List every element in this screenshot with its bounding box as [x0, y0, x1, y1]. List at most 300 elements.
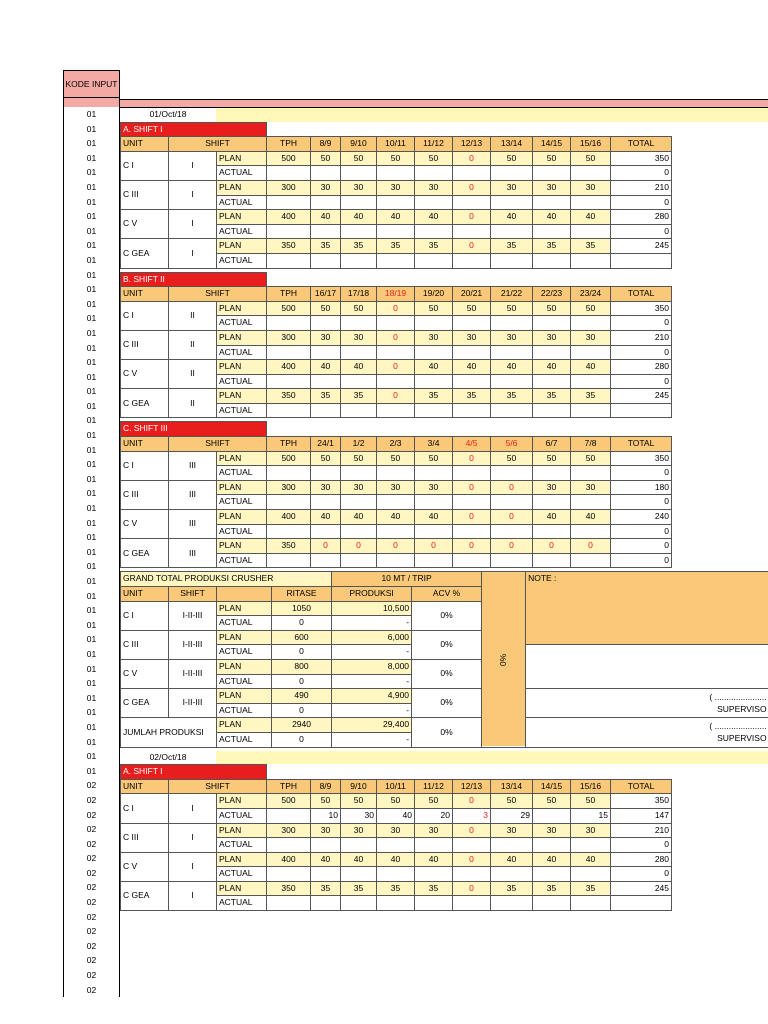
tph-cell[interactable]: 350: [267, 239, 311, 254]
actual-cell[interactable]: [571, 403, 611, 418]
plan-cell[interactable]: 30: [453, 330, 491, 345]
kode-cell[interactable]: 01: [63, 413, 120, 428]
kode-cell[interactable]: 01: [63, 691, 120, 706]
plan-cell[interactable]: 40: [415, 852, 453, 867]
plan-cell[interactable]: 35: [491, 389, 533, 404]
plan-cell[interactable]: 0: [377, 389, 415, 404]
actual-cell[interactable]: [533, 524, 571, 539]
actual-cell[interactable]: [533, 896, 571, 911]
plan-cell[interactable]: 40: [453, 360, 491, 375]
plan-cell[interactable]: 30: [491, 823, 533, 838]
plan-cell[interactable]: 30: [571, 480, 611, 495]
kode-cell[interactable]: 01: [63, 355, 120, 370]
plan-cell[interactable]: 0: [571, 539, 611, 554]
plan-cell[interactable]: 50: [571, 794, 611, 809]
plan-cell[interactable]: 0: [453, 451, 491, 466]
plan-cell[interactable]: 30: [377, 180, 415, 195]
kode-cell[interactable]: 01: [63, 122, 120, 137]
tph-cell[interactable]: 400: [267, 852, 311, 867]
kode-cell[interactable]: 01: [63, 472, 120, 487]
kode-cell[interactable]: 01: [63, 326, 120, 341]
plan-cell[interactable]: 0: [453, 210, 491, 225]
plan-cell[interactable]: 0: [377, 360, 415, 375]
plan-cell[interactable]: 50: [311, 794, 341, 809]
actual-cell[interactable]: [453, 524, 491, 539]
kode-cell[interactable]: 02: [63, 983, 120, 998]
plan-cell[interactable]: 30: [415, 823, 453, 838]
kode-cell[interactable]: 01: [63, 457, 120, 472]
tph-actual[interactable]: [267, 896, 311, 911]
kode-cell[interactable]: 02: [63, 837, 120, 852]
tph-actual[interactable]: [267, 553, 311, 568]
actual-cell[interactable]: [533, 374, 571, 389]
actual-cell[interactable]: [571, 316, 611, 331]
actual-cell[interactable]: [491, 838, 533, 853]
actual-cell[interactable]: [311, 253, 341, 268]
kode-cell[interactable]: 02: [63, 866, 120, 881]
actual-cell[interactable]: [491, 316, 533, 331]
kode-cell[interactable]: 02: [63, 808, 120, 823]
actual-cell[interactable]: [533, 253, 571, 268]
actual-cell[interactable]: [377, 524, 415, 539]
plan-cell[interactable]: 35: [311, 239, 341, 254]
actual-cell[interactable]: [571, 867, 611, 882]
kode-cell[interactable]: 01: [63, 559, 120, 574]
kode-cell[interactable]: 01: [63, 136, 120, 151]
plan-cell[interactable]: 40: [571, 210, 611, 225]
kode-cell[interactable]: 01: [63, 268, 120, 283]
plan-cell[interactable]: 50: [377, 451, 415, 466]
plan-produksi[interactable]: 29,400: [332, 718, 412, 733]
plan-cell[interactable]: 40: [311, 210, 341, 225]
tph-actual[interactable]: [267, 224, 311, 239]
actual-cell[interactable]: [311, 224, 341, 239]
actual-cell[interactable]: [571, 253, 611, 268]
kode-cell[interactable]: 01: [63, 574, 120, 589]
plan-cell[interactable]: 30: [311, 480, 341, 495]
actual-cell[interactable]: 3: [453, 808, 491, 823]
plan-cell[interactable]: 0: [491, 539, 533, 554]
actual-cell[interactable]: [311, 524, 341, 539]
plan-cell[interactable]: 40: [341, 360, 377, 375]
plan-cell[interactable]: 40: [533, 360, 571, 375]
actual-cell[interactable]: 40: [377, 808, 415, 823]
actual-cell[interactable]: [453, 466, 491, 481]
plan-ritase[interactable]: 600: [272, 630, 332, 645]
kode-cell[interactable]: 01: [63, 238, 120, 253]
plan-cell[interactable]: 0: [491, 480, 533, 495]
actual-cell[interactable]: [491, 166, 533, 181]
kode-cell[interactable]: 02: [63, 778, 120, 793]
plan-cell[interactable]: 35: [571, 239, 611, 254]
actual-cell[interactable]: [311, 896, 341, 911]
actual-cell[interactable]: [453, 316, 491, 331]
actual-cell[interactable]: [415, 838, 453, 853]
actual-cell[interactable]: [341, 466, 377, 481]
plan-cell[interactable]: 30: [377, 480, 415, 495]
tph-cell[interactable]: 400: [267, 210, 311, 225]
kode-cell[interactable]: 01: [63, 516, 120, 531]
actual-ritase[interactable]: 0: [272, 703, 332, 718]
plan-cell[interactable]: 40: [571, 510, 611, 525]
tph-actual[interactable]: [267, 166, 311, 181]
tph-actual[interactable]: [267, 808, 311, 823]
actual-cell[interactable]: [311, 466, 341, 481]
kode-cell[interactable]: 01: [63, 647, 120, 662]
plan-cell[interactable]: 0: [377, 539, 415, 554]
kode-cell[interactable]: 01: [63, 224, 120, 239]
actual-cell[interactable]: [533, 224, 571, 239]
tph-cell[interactable]: 300: [267, 480, 311, 495]
plan-ritase[interactable]: 2940: [272, 718, 332, 733]
actual-cell[interactable]: 30: [341, 808, 377, 823]
actual-cell[interactable]: [415, 896, 453, 911]
actual-cell[interactable]: [533, 195, 571, 210]
actual-cell[interactable]: [491, 524, 533, 539]
plan-cell[interactable]: 40: [341, 210, 377, 225]
plan-cell[interactable]: 50: [533, 794, 571, 809]
actual-cell[interactable]: [415, 374, 453, 389]
plan-cell[interactable]: 30: [415, 480, 453, 495]
plan-cell[interactable]: 0: [453, 881, 491, 896]
plan-cell[interactable]: 0: [453, 239, 491, 254]
plan-cell[interactable]: 50: [341, 301, 377, 316]
plan-cell[interactable]: 50: [311, 301, 341, 316]
tph-actual[interactable]: [267, 316, 311, 331]
tph-cell[interactable]: 500: [267, 151, 311, 166]
actual-cell[interactable]: [311, 403, 341, 418]
tph-cell[interactable]: 400: [267, 360, 311, 375]
actual-cell[interactable]: [377, 166, 415, 181]
kode-cell[interactable]: 01: [63, 311, 120, 326]
actual-cell[interactable]: [377, 896, 415, 911]
plan-cell[interactable]: 40: [533, 510, 571, 525]
kode-cell[interactable]: 01: [63, 764, 120, 779]
plan-cell[interactable]: 40: [377, 852, 415, 867]
actual-cell[interactable]: [415, 316, 453, 331]
actual-cell[interactable]: [533, 316, 571, 331]
plan-cell[interactable]: 35: [311, 389, 341, 404]
plan-cell[interactable]: 50: [341, 794, 377, 809]
actual-cell[interactable]: [491, 345, 533, 360]
plan-produksi[interactable]: 6,000: [332, 630, 412, 645]
actual-cell[interactable]: [533, 466, 571, 481]
kode-cell[interactable]: 01: [63, 720, 120, 735]
actual-cell[interactable]: [571, 553, 611, 568]
plan-cell[interactable]: 40: [415, 360, 453, 375]
actual-cell[interactable]: [415, 466, 453, 481]
tph-actual[interactable]: [267, 345, 311, 360]
actual-cell[interactable]: [453, 345, 491, 360]
actual-cell[interactable]: [453, 495, 491, 510]
actual-cell[interactable]: [341, 253, 377, 268]
plan-cell[interactable]: 30: [311, 823, 341, 838]
actual-ritase[interactable]: 0: [272, 616, 332, 631]
actual-cell[interactable]: [533, 403, 571, 418]
actual-cell[interactable]: [341, 374, 377, 389]
kode-cell[interactable]: 02: [63, 953, 120, 968]
actual-cell[interactable]: [311, 345, 341, 360]
plan-cell[interactable]: 40: [571, 852, 611, 867]
plan-cell[interactable]: 35: [491, 239, 533, 254]
tph-cell[interactable]: 350: [267, 881, 311, 896]
kode-cell[interactable]: 01: [63, 253, 120, 268]
plan-cell[interactable]: 40: [377, 210, 415, 225]
actual-cell[interactable]: [453, 224, 491, 239]
tph-cell[interactable]: 300: [267, 330, 311, 345]
kode-cell[interactable]: 01: [63, 589, 120, 604]
kode-cell[interactable]: 01: [63, 603, 120, 618]
kode-cell[interactable]: 01: [63, 165, 120, 180]
actual-cell[interactable]: 10: [311, 808, 341, 823]
plan-cell[interactable]: 35: [533, 239, 571, 254]
tph-actual[interactable]: [267, 867, 311, 882]
plan-cell[interactable]: 35: [377, 239, 415, 254]
actual-produksi[interactable]: -: [332, 645, 412, 660]
actual-cell[interactable]: [415, 524, 453, 539]
actual-cell[interactable]: [311, 195, 341, 210]
plan-cell[interactable]: 50: [415, 301, 453, 316]
actual-cell[interactable]: [453, 896, 491, 911]
tph-actual[interactable]: [267, 374, 311, 389]
kode-cell[interactable]: 02: [63, 851, 120, 866]
actual-cell[interactable]: [571, 374, 611, 389]
actual-cell[interactable]: [453, 195, 491, 210]
plan-cell[interactable]: 40: [377, 510, 415, 525]
actual-cell[interactable]: [491, 374, 533, 389]
plan-cell[interactable]: 30: [533, 180, 571, 195]
plan-produksi[interactable]: 4,900: [332, 689, 412, 704]
kode-cell[interactable]: 01: [63, 151, 120, 166]
actual-cell[interactable]: [377, 466, 415, 481]
actual-cell[interactable]: [415, 495, 453, 510]
plan-cell[interactable]: 35: [341, 881, 377, 896]
kode-cell[interactable]: 01: [63, 705, 120, 720]
kode-cell[interactable]: 01: [63, 676, 120, 691]
tph-actual[interactable]: [267, 466, 311, 481]
kode-cell[interactable]: 01: [63, 486, 120, 501]
actual-cell[interactable]: [453, 867, 491, 882]
tph-cell[interactable]: 350: [267, 389, 311, 404]
plan-cell[interactable]: 50: [533, 301, 571, 316]
actual-cell[interactable]: [415, 253, 453, 268]
tph-cell[interactable]: 500: [267, 301, 311, 316]
plan-cell[interactable]: 35: [415, 239, 453, 254]
plan-cell[interactable]: 35: [341, 389, 377, 404]
plan-cell[interactable]: 30: [341, 330, 377, 345]
actual-cell[interactable]: [377, 374, 415, 389]
plan-cell[interactable]: 35: [533, 389, 571, 404]
plan-cell[interactable]: 30: [491, 180, 533, 195]
plan-produksi[interactable]: 10,500: [332, 601, 412, 616]
actual-cell[interactable]: [415, 224, 453, 239]
plan-cell[interactable]: 0: [453, 151, 491, 166]
kode-cell[interactable]: 01: [63, 180, 120, 195]
tph-actual[interactable]: [267, 195, 311, 210]
tph-cell[interactable]: 500: [267, 794, 311, 809]
plan-cell[interactable]: 30: [311, 330, 341, 345]
actual-cell[interactable]: [341, 838, 377, 853]
actual-cell[interactable]: [533, 808, 571, 823]
actual-produksi[interactable]: -: [332, 732, 412, 747]
plan-cell[interactable]: 50: [415, 794, 453, 809]
actual-cell[interactable]: [491, 466, 533, 481]
plan-cell[interactable]: 0: [453, 539, 491, 554]
plan-cell[interactable]: 50: [453, 301, 491, 316]
actual-cell[interactable]: [453, 553, 491, 568]
actual-cell[interactable]: [341, 867, 377, 882]
kode-cell[interactable]: 01: [63, 107, 120, 122]
actual-cell[interactable]: [311, 867, 341, 882]
actual-cell[interactable]: [341, 224, 377, 239]
plan-cell[interactable]: 40: [533, 210, 571, 225]
plan-cell[interactable]: 0: [453, 480, 491, 495]
plan-cell[interactable]: 0: [341, 539, 377, 554]
plan-cell[interactable]: 30: [533, 480, 571, 495]
actual-cell[interactable]: [377, 316, 415, 331]
plan-cell[interactable]: 50: [491, 151, 533, 166]
plan-cell[interactable]: 30: [311, 180, 341, 195]
actual-ritase[interactable]: 0: [272, 674, 332, 689]
actual-cell[interactable]: [571, 345, 611, 360]
actual-cell[interactable]: [311, 838, 341, 853]
actual-cell[interactable]: [415, 403, 453, 418]
actual-cell[interactable]: [415, 166, 453, 181]
plan-cell[interactable]: 30: [415, 180, 453, 195]
actual-produksi[interactable]: -: [332, 703, 412, 718]
actual-cell[interactable]: [533, 838, 571, 853]
plan-cell[interactable]: 30: [491, 330, 533, 345]
plan-cell[interactable]: 30: [571, 330, 611, 345]
plan-cell[interactable]: 40: [533, 852, 571, 867]
plan-cell[interactable]: 35: [571, 389, 611, 404]
plan-cell[interactable]: 35: [571, 881, 611, 896]
actual-cell[interactable]: [491, 403, 533, 418]
actual-cell[interactable]: [453, 838, 491, 853]
actual-cell[interactable]: [377, 495, 415, 510]
plan-cell[interactable]: 40: [491, 210, 533, 225]
plan-cell[interactable]: 30: [377, 823, 415, 838]
plan-cell[interactable]: 0: [453, 852, 491, 867]
plan-cell[interactable]: 0: [377, 330, 415, 345]
tph-actual[interactable]: [267, 253, 311, 268]
plan-cell[interactable]: 40: [311, 852, 341, 867]
actual-cell[interactable]: [341, 524, 377, 539]
plan-cell[interactable]: 0: [453, 180, 491, 195]
actual-cell[interactable]: [571, 195, 611, 210]
plan-cell[interactable]: 35: [415, 389, 453, 404]
kode-cell[interactable]: 01: [63, 662, 120, 677]
kode-cell[interactable]: 01: [63, 370, 120, 385]
plan-cell[interactable]: 30: [533, 330, 571, 345]
plan-cell[interactable]: 30: [571, 180, 611, 195]
plan-cell[interactable]: 50: [415, 451, 453, 466]
plan-cell[interactable]: 35: [453, 389, 491, 404]
actual-cell[interactable]: [415, 553, 453, 568]
kode-cell[interactable]: 02: [63, 910, 120, 925]
actual-cell[interactable]: [341, 553, 377, 568]
plan-cell[interactable]: 50: [571, 451, 611, 466]
plan-cell[interactable]: 40: [491, 360, 533, 375]
actual-cell[interactable]: [453, 403, 491, 418]
plan-cell[interactable]: 35: [377, 881, 415, 896]
actual-cell[interactable]: [415, 195, 453, 210]
kode-cell[interactable]: 01: [63, 545, 120, 560]
actual-cell[interactable]: [311, 374, 341, 389]
actual-cell[interactable]: [377, 403, 415, 418]
plan-cell[interactable]: 50: [311, 451, 341, 466]
plan-ritase[interactable]: 1050: [272, 601, 332, 616]
plan-cell[interactable]: 40: [415, 510, 453, 525]
actual-cell[interactable]: [571, 466, 611, 481]
plan-cell[interactable]: 50: [341, 451, 377, 466]
actual-cell[interactable]: [415, 345, 453, 360]
plan-cell[interactable]: 50: [491, 301, 533, 316]
tph-cell[interactable]: 500: [267, 451, 311, 466]
tph-actual[interactable]: [267, 403, 311, 418]
actual-cell[interactable]: [491, 224, 533, 239]
kode-cell[interactable]: 01: [63, 209, 120, 224]
actual-cell[interactable]: [533, 345, 571, 360]
plan-cell[interactable]: 0: [491, 510, 533, 525]
plan-cell[interactable]: 0: [377, 301, 415, 316]
plan-cell[interactable]: 50: [377, 794, 415, 809]
actual-cell[interactable]: [311, 553, 341, 568]
actual-produksi[interactable]: -: [332, 674, 412, 689]
tph-actual[interactable]: [267, 524, 311, 539]
actual-cell[interactable]: [571, 166, 611, 181]
plan-cell[interactable]: 40: [491, 852, 533, 867]
plan-cell[interactable]: 0: [453, 823, 491, 838]
actual-cell[interactable]: [491, 253, 533, 268]
actual-cell[interactable]: 20: [415, 808, 453, 823]
actual-cell[interactable]: [341, 495, 377, 510]
actual-cell[interactable]: [533, 553, 571, 568]
kode-cell[interactable]: 01: [63, 501, 120, 516]
kode-cell[interactable]: 01: [63, 282, 120, 297]
kode-cell[interactable]: 02: [63, 895, 120, 910]
plan-cell[interactable]: 40: [341, 852, 377, 867]
plan-cell[interactable]: 40: [311, 360, 341, 375]
plan-cell[interactable]: 35: [491, 881, 533, 896]
plan-cell[interactable]: 50: [341, 151, 377, 166]
kode-cell[interactable]: 02: [63, 924, 120, 939]
actual-cell[interactable]: [341, 316, 377, 331]
actual-cell[interactable]: [377, 224, 415, 239]
plan-cell[interactable]: 30: [415, 330, 453, 345]
actual-cell[interactable]: [377, 345, 415, 360]
kode-cell[interactable]: 02: [63, 939, 120, 954]
plan-cell[interactable]: 50: [377, 151, 415, 166]
actual-cell[interactable]: [571, 224, 611, 239]
actual-cell[interactable]: [377, 553, 415, 568]
tph-cell[interactable]: 400: [267, 510, 311, 525]
kode-cell[interactable]: 01: [63, 735, 120, 750]
actual-cell[interactable]: [571, 896, 611, 911]
actual-cell[interactable]: [491, 495, 533, 510]
plan-produksi[interactable]: 8,000: [332, 659, 412, 674]
plan-cell[interactable]: 0: [453, 794, 491, 809]
plan-cell[interactable]: 30: [571, 823, 611, 838]
kode-cell[interactable]: 01: [63, 618, 120, 633]
actual-cell[interactable]: [453, 166, 491, 181]
kode-cell[interactable]: 01: [63, 341, 120, 356]
plan-cell[interactable]: 0: [533, 539, 571, 554]
kode-cell[interactable]: 02: [63, 793, 120, 808]
plan-cell[interactable]: 40: [341, 510, 377, 525]
actual-cell[interactable]: [491, 553, 533, 568]
kode-cell[interactable]: 01: [63, 632, 120, 647]
